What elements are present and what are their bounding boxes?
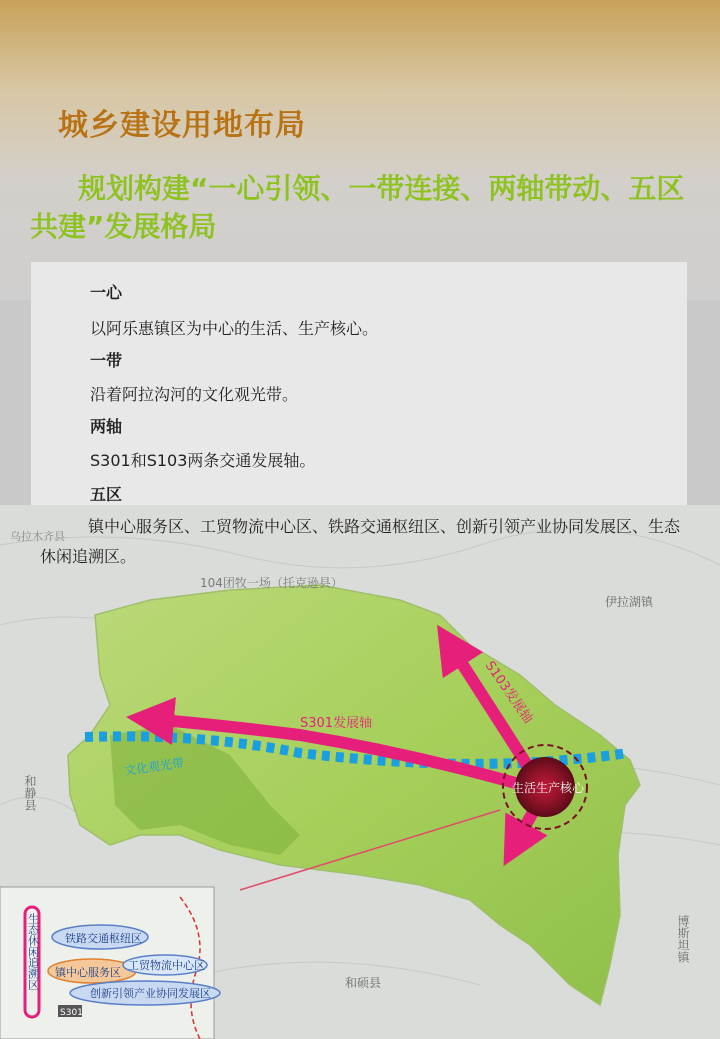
inset-label-industry: 创新引领产业协同发展区 — [90, 987, 211, 1000]
page-title: 城乡建设用地布局 — [58, 108, 306, 143]
section-heading-axes: 两轴 — [90, 417, 123, 436]
label-yilahu: 伊拉湖镇 — [605, 595, 654, 609]
label-heshuo: 和硕县 — [345, 976, 382, 990]
section-text-axes: S301和S103两条交通发展轴。 — [90, 451, 316, 470]
page-subtitle: 规划构建“一心引领、一带连接、两轴带动、五区共建”发展格局 — [30, 172, 685, 243]
planning-map — [0, 505, 720, 1039]
section-heading-core: 一心 — [90, 283, 123, 302]
section-text-zones: 镇中心服务区、工贸物流中心区、铁路交通枢纽区、创新引领产业协同发展区、生态休闲追溯区。 — [40, 517, 681, 566]
label-town-top-left: 乌拉木齐县 — [10, 530, 65, 543]
header-background — [0, 0, 720, 300]
inset-label-eco: 生态休闲追溯区 — [26, 913, 40, 990]
section-heading-zones: 五区 — [90, 485, 123, 504]
inset-label-rail: 铁路交通枢纽区 — [65, 932, 142, 945]
label-hejing: 和静县 — [23, 775, 37, 811]
label-culture-belt: 文化观光带 — [123, 755, 185, 778]
label-core: 生活生产核心 — [512, 781, 585, 795]
inset-label-road: S301 — [60, 1008, 83, 1018]
inset-label-trade: 工贸物流中心区 — [128, 959, 205, 972]
section-text-core: 以阿乐惠镇区为中心的生活、生产核心。 — [90, 319, 379, 338]
label-region-top: 104团牧一场（托克逊县） — [200, 576, 343, 590]
inset-label-center: 镇中心服务区 — [55, 966, 121, 979]
label-s301-axis: S301发展轴 — [300, 716, 373, 731]
inset-map — [0, 887, 220, 1039]
section-heading-belt: 一带 — [90, 351, 123, 370]
section-text-belt: 沿着阿拉沟河的文化观光带。 — [90, 385, 299, 404]
label-s103-axis: S103发展轴 — [481, 658, 536, 727]
label-bosiitan: 博斯坦镇 — [676, 915, 690, 963]
